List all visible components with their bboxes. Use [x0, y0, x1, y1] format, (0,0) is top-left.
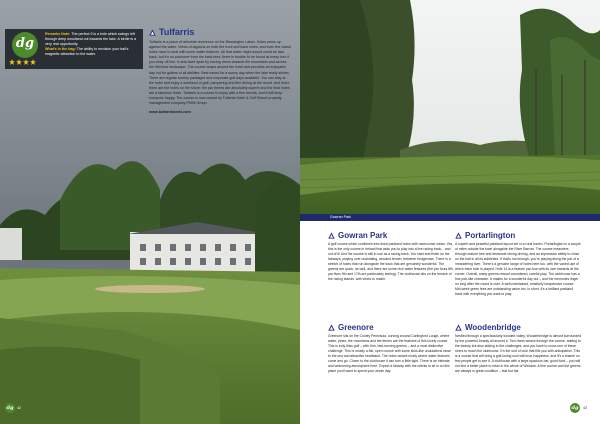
info-text-2: The ability to envision your ball's magnetic attraction to the water.: [45, 46, 129, 56]
dg-logo-text: dg: [15, 36, 35, 51]
greenore-heading: [328, 323, 454, 332]
star-rating-icon: [9, 59, 43, 65]
dg-badge-left: dg: [6, 405, 14, 411]
course-greenore: [328, 323, 454, 374]
course-title: Portarlington: [465, 231, 516, 240]
info-text-1: The perfect 9 is a hole which swings left through deep woodland out towards the lake. A birdie is a very real opportunity.: [45, 32, 137, 46]
woodenbridge-heading: [455, 323, 581, 332]
course-woodenbridge: [455, 323, 581, 374]
triangle-icon: [328, 324, 335, 331]
tulfarris-article: [149, 27, 291, 114]
article-title: Tulfarris: [159, 27, 195, 37]
tulfarris-heading: [149, 27, 291, 37]
info-text: [45, 32, 141, 57]
course-title: Greenore: [338, 323, 374, 332]
photo-caption: Gowran Park: [330, 215, 351, 219]
dg-logo: [12, 32, 38, 58]
course-portarlington: [455, 231, 581, 297]
course-info-box: [5, 29, 143, 69]
page-number-left: 42: [17, 406, 21, 410]
course-title: Woodenbridge: [465, 323, 521, 332]
course-body: A golf course which combines tree-lined parkland holes with racecourse views. Yes, this is the only course in Ireland that asks you to play into a live racing track... and out of it! And the course is still in use as a racing track. You start and finish on the fairways, playing over undulating, wooded terrain, between hedgerows. There is a stretch of holes that run alongside the track that are genuinely wonderful. The greens are quick, as well, and there are some nice water features (the par fours 8th, par fives 9th and 17th are particularly testing). The clubhouse sits on the terrace of the racing stands, with views to match.: [328, 242, 454, 281]
article-body: Tulfarris is a place of absolute reverence on the Blessington Lakes. Holes press up against the water. Views of lagoons on both the front and back nines, and even the island holes have to deal with some water features. All that water might sound could be laid-back, but it's no pushover from the back tees; there is trouble to be found at every turn if you stray off line. It sets itself apart by having views towards the mountains and across the Wicklow landscape. The course wraps around the hotel and provides an enjoyable day out for golfers of all abilities. Best saved for a sunny day when the lake really shines. There are regular society packages and corporate golf days available. You can stay at the hotel and enjoy a weekend of golf, pampering and fine dining at the resort. And there there are the holes on the shore: the par threes are absolutely superb and the final holes are a fabulous finish. Tulfarris is a course to enjoy with a few friends, and it will keep everyone happy. The course is now owned by Tulfarris Hotel & Golf Resort property management company PMNI Group.: [149, 40, 291, 106]
info-label-2: What's in the bag:: [45, 46, 76, 51]
portarlington-heading: [455, 231, 581, 240]
caption-strip: [300, 214, 600, 221]
info-label-1: Remarks Note:: [45, 32, 71, 36]
page-number-right: 43: [583, 406, 587, 410]
course-body: A superb and peaceful parkland layout set in a rural haven. Portarlington is a couple of miles outside the town alongside the River Barrow. The course meanders through mature tree and demands strong driving, and an impressive ability to close on the ball in all its subtleties. If that's not enough, you're playing along the par of a meandering river. There's a genuine range of holes here too, with the varied use of which each hole is played. Hole 14 is a feature par-four with its own hazards at the corner. Overall, many greens reward considered, careful play. The clubhouse has a fine pub-like character. It makes for a wonderful day out – and the memories linger on long after the round is over. A well-maintained, relatively inexpensive course. Mid-week green fees are outstanding value too. In short, it's a brilliant parkland track with everything you want to play.: [455, 242, 581, 296]
triangle-icon: [328, 232, 335, 239]
course-body: Greenore sits on the Cooley Peninsula, curving around Carlingford Lough, where water, pines, the mountains and the ferries are the features of this lovely course. This is truly links golf – with firm, fast-running greens – and a most distinctive challenge. This is mostly a flat, open course with some links-like undulations close to the sea and attractive heathland. The holes weave nicely where water features come and go. Closer to the clubhouse it can turn a little tight. There is an intimate and welcoming atmosphere here. Expect a fairway with the clients to sit in on this place you'll want to spend your whole day.: [328, 334, 452, 373]
dg-badge-right: dg: [571, 405, 579, 411]
gowran-heading: [328, 231, 454, 240]
gowran-park-photo: [300, 0, 600, 215]
course-gowran-park: [328, 231, 454, 282]
course-title: Gowran Park: [338, 231, 388, 240]
right-page: [300, 0, 600, 424]
triangle-icon: [455, 324, 462, 331]
website-link[interactable]: www.tulfarrishotel.com: [149, 110, 191, 115]
course-body: Nestled through a spectacularly wooded valley, Woodenbridge is almost surrounded by the powerful beauty all around it. Two rivers weave through the course, adding to the beauty but also adding to the challenges, and you have to cross one of these rivers to reach the clubhouse. It's the sort of club that fills you with anticipation. This is a course that will bring a golf-loving soul with true happiness, and it's a shame so few people get to see it. A clubhouse with a large spacious bar, good food – you will not find a better place to relax in the whole of Wicklow. A fine course and the greens are always in great condition – fast but fair.: [455, 334, 581, 373]
triangle-icon: [149, 29, 156, 36]
triangle-icon: [455, 232, 462, 239]
